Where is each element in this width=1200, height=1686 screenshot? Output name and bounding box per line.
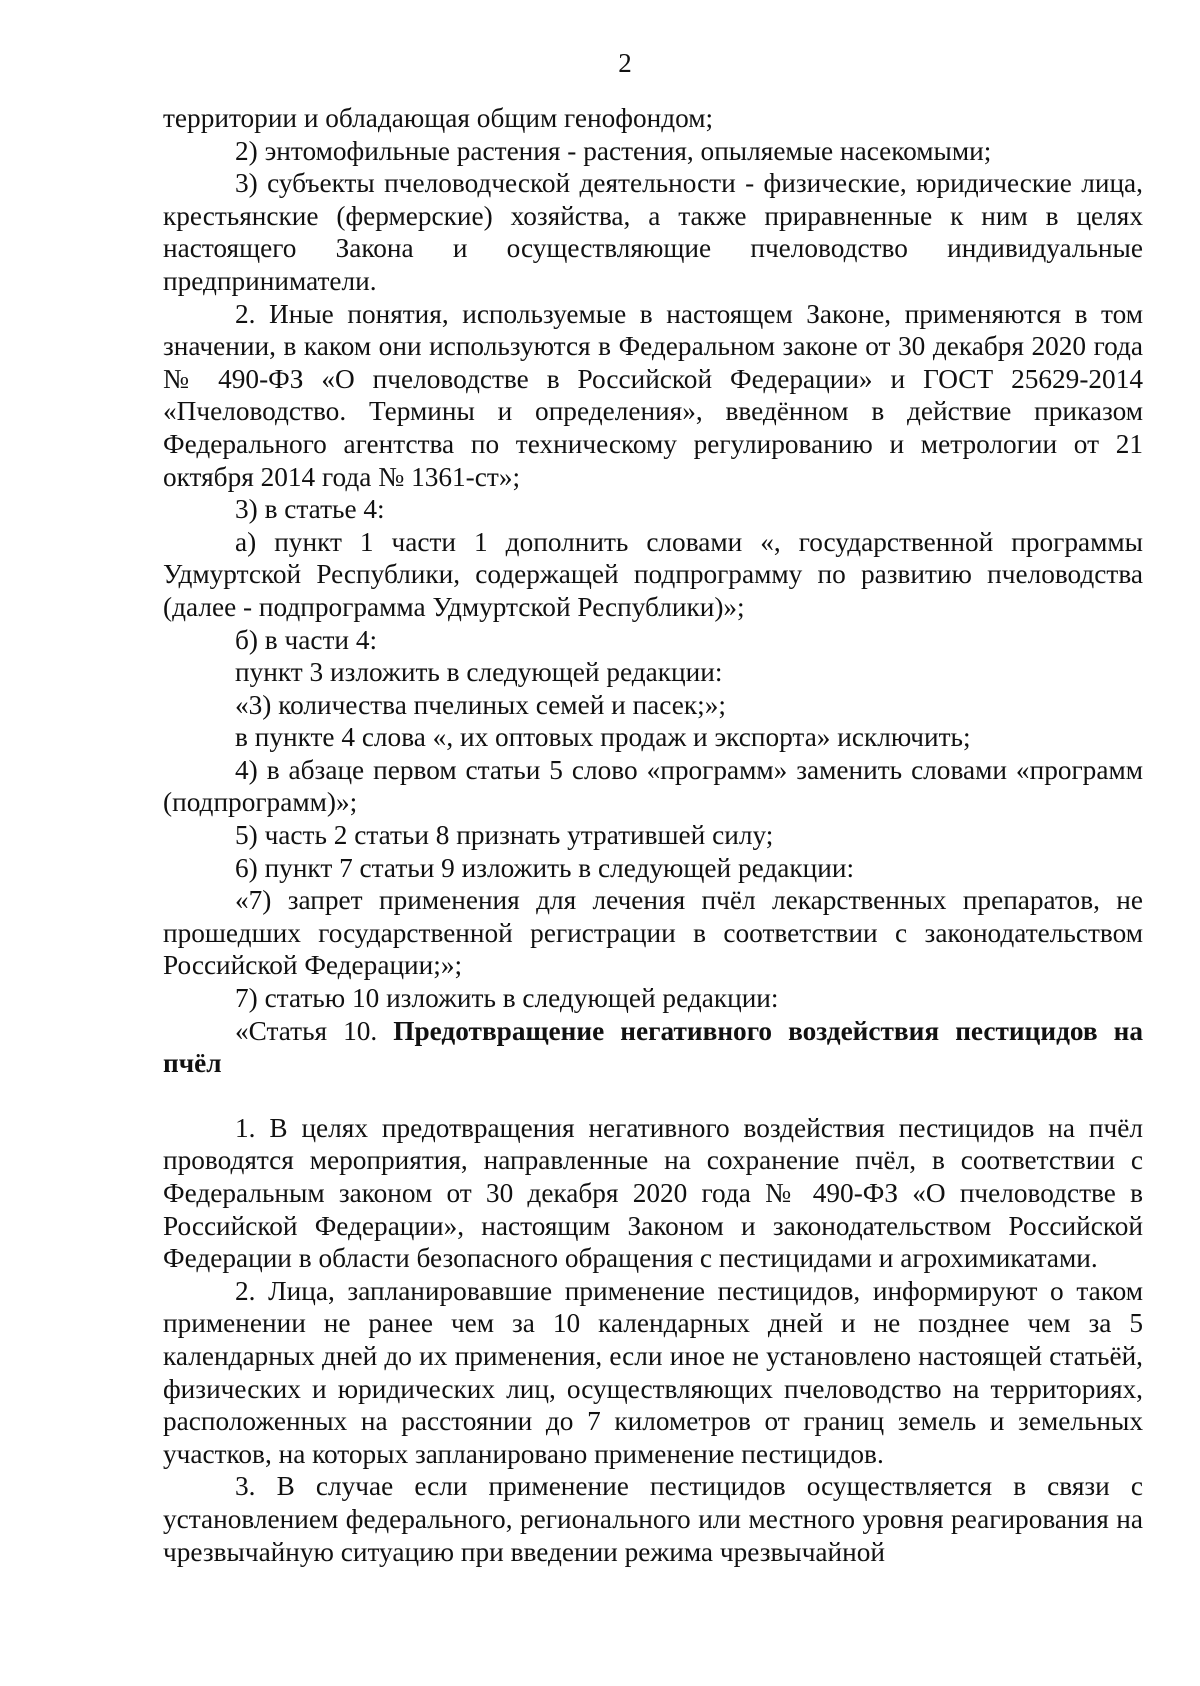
paragraph: территории и обладающая общим генофондом; [163, 103, 714, 133]
paragraph: пункт 3 изложить в следующей редакции: [235, 657, 723, 688]
paragraph: а) пункт 1 части 1 дополнить словами «, государственной программы Удмуртской Республики, содержащей подпрограмму по развитию пчеловодства (далее - подпрограмма Удмуртской Республики)»; [163, 526, 1143, 622]
paragraph: 3) в статье 4: [235, 494, 385, 525]
paragraph: 2. Иные понятия, используемые в настоящем Законе, применяются в том значении, в каком они используются в Федеральном законе от 30 декабря 2020 года № 490-ФЗ «О пчеловодстве в Российской Федерации» и ГОСТ 25629-2014 «Пчеловодство. Термины и определения», введённом в действие приказом Федерального агентства по техническому регулированию и метрологии от 21 октября 2014 года № 1361-ст»; [163, 298, 1143, 492]
paragraph: 3. В случае если применение пестицидов осуществляется в связи с установлением федерального, регионального или местного уровня реагирования на чрезвычайную ситуацию при введении режима чрезвычайной [163, 1471, 1143, 1567]
paragraph: 1. В целях предотвращения негативного воздействия пестицидов на пчёл проводятся мероприятия, направленные на сохранение пчёл, в соответствии с Федеральным законом от 30 декабря 2020 года № 490-ФЗ «О пчеловодстве в Российской Федерации», настоящим Законом и законодательством Российской Федерации в области безопасного обращения с пестицидами и агрохимикатами. [163, 1112, 1143, 1274]
paragraph: 7) статью 10 изложить в следующей редакции: [235, 983, 779, 1014]
paragraph: 2) энтомофильные растения - растения, опыляемые насекомыми; [235, 135, 992, 166]
paragraph: 2. Лица, запланировавшие применение пестицидов, информируют о таком применении не ранее чем за 10 календарных дней и не позднее чем за 5 календарных дней до их применения, если иное не установлено настоящей статьёй, физических и юридических лиц, осуществляющих пчеловодство на территориях, расположенных на расстоянии до 7 километров от границ земель и земельных участков, на которых запланировано применение пестицидов. [163, 1275, 1143, 1469]
document-body [163, 102, 1143, 1568]
paragraph: «7) запрет применения для лечения пчёл лекарственных препаратов, не прошедших государственной регистрации в соответствии с законодательством Российской Федерации;»; [163, 885, 1143, 981]
paragraph: 6) пункт 7 статьи 9 изложить в следующей редакции: [235, 852, 855, 883]
paragraph: «3) количества пчелиных семей и пасек;»; [235, 689, 726, 720]
paragraph: 5) часть 2 статьи 8 признать утратившей силу; [235, 820, 774, 851]
paragraph: б) в части 4: [235, 624, 378, 655]
paragraph: в пункте 4 слова «, их оптовых продаж и экспорта» исключить; [235, 722, 971, 753]
page-number: 2 [618, 48, 632, 78]
article-title: Предотвращение негативного воздействия пестицидов на пчёл [163, 1015, 1143, 1079]
article-heading [163, 1015, 1143, 1080]
paragraph: 3) субъекты пчеловодческой деятельности - физические, юридические лица, крестьянские (фермерские) хозяйства, а также приравненные к ним в целях настоящего Закона и осуществляющие пчеловодство индивидуальные предприниматели. [163, 168, 1143, 296]
paragraph: 4) в абзаце первом статьи 5 слово «программ» заменить словами «программ (подпрограмм)»; [163, 754, 1143, 818]
article-prefix: «Статья 10. [235, 1015, 394, 1046]
